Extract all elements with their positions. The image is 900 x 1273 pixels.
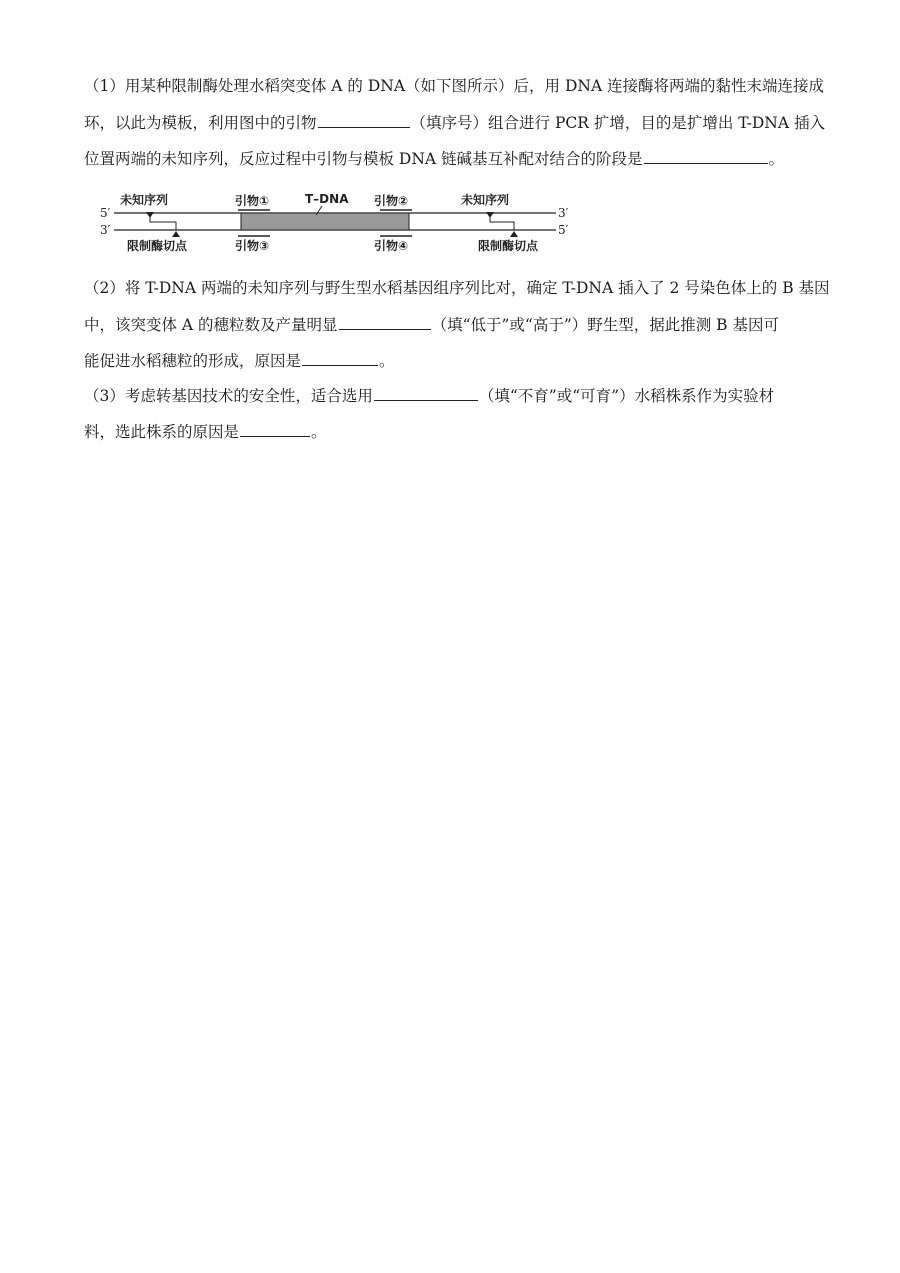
tdna-segment bbox=[241, 213, 409, 230]
answer-blank-reason-b-gene[interactable] bbox=[302, 351, 378, 366]
q3-line-1: （3）考虑转基因技术的安全性，适合选用 （填“不育”或“可育”）水稻株系作为实验材 bbox=[84, 387, 775, 405]
unknown-sequence-right-label: 未知序列 bbox=[461, 193, 510, 207]
answer-blank-reason-strain[interactable] bbox=[240, 422, 310, 437]
answer-blank-fertility[interactable] bbox=[374, 386, 478, 401]
sticky-cut-right bbox=[490, 216, 514, 230]
q2-line-2: 中，该突变体 A 的穗粒数及产量明显 （填“低于”或“高于”）野生型，据此推测 B 基因可 bbox=[84, 316, 780, 334]
end-label-bottom-left: 3′ bbox=[100, 223, 111, 237]
end-label-bottom-right: 5′ bbox=[558, 223, 569, 237]
q1-line-1: （1）用某种限制酶处理水稻突变体 A 的 DNA（如下图所示）后，用 DNA 连接酶将两端的黏性末端连接成 bbox=[84, 77, 825, 95]
q3-line-2: 料，选此株系的原因是 。 bbox=[84, 423, 327, 441]
dna-diagram bbox=[0, 186, 900, 266]
cut-marker-bottom-right bbox=[510, 231, 518, 237]
answer-blank-annealing-stage[interactable] bbox=[644, 149, 768, 164]
restriction-site-right-label: 限制酶切点 bbox=[478, 239, 539, 253]
sticky-cut-left bbox=[150, 216, 176, 230]
tdna-label: T–DNA bbox=[305, 192, 349, 206]
primer-2-label: 引物② bbox=[374, 194, 409, 208]
primer-1-label: 引物① bbox=[235, 194, 270, 208]
end-label-top-left: 5′ bbox=[100, 206, 111, 220]
answer-blank-primers[interactable] bbox=[318, 113, 410, 128]
primer-4-label: 引物④ bbox=[374, 239, 409, 253]
q1-line-2: 环，以此为模板，利用图中的引物 （填序号）组合进行 PCR 扩增，目的是扩增出 T-DNA 插入 bbox=[84, 114, 825, 132]
end-label-top-right: 3′ bbox=[558, 206, 569, 220]
q1-line-3: 位置两端的未知序列，反应过程中引物与模板 DNA 链碱基互补配对结合的阶段是 。 bbox=[84, 150, 785, 168]
q2-line-3: 能促进水稻穗粒的形成，原因是 。 bbox=[84, 352, 395, 370]
q2-line-1: （2）将 T-DNA 两端的未知序列与野生型水稻基因组序列比对，确定 T-DNA 插入了 2 号染色体上的 B 基因 bbox=[84, 279, 830, 297]
unknown-sequence-left-label: 未知序列 bbox=[120, 193, 169, 207]
cut-marker-bottom-left bbox=[172, 231, 180, 237]
primer-3-label: 引物③ bbox=[235, 239, 270, 253]
answer-blank-yield-compare[interactable] bbox=[339, 315, 431, 330]
restriction-site-left-label: 限制酶切点 bbox=[127, 239, 188, 253]
